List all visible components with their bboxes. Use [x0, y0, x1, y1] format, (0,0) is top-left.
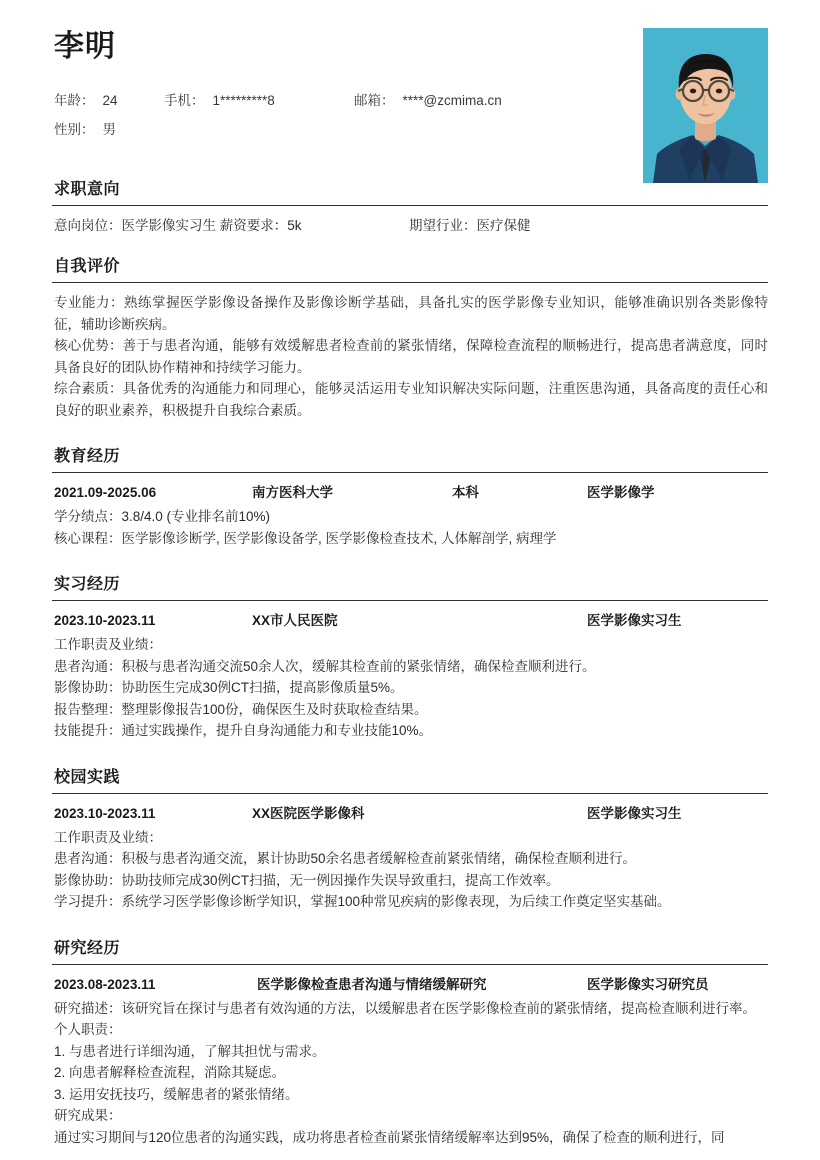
candidate-name: 李明	[54, 30, 116, 63]
section-divider	[52, 472, 768, 473]
portrait-illustration	[643, 28, 768, 183]
research-results-lead: 研究成果：	[54, 1108, 122, 1123]
section-title-job-intent: 求职意向	[54, 181, 121, 198]
self-evaluation-paragraph: 核心优势：善于与患者沟通，能够有效缓解患者检查前的紧张情绪，保障检查流程的顺畅进行，提高患者满意度，同时具备良好的团队协作精神和持续学习能力。	[54, 338, 768, 375]
section-internship	[52, 571, 768, 742]
internship-bullet: 技能提升：通过实践操作，提升自身沟通能力和专业技能10%。	[54, 723, 433, 738]
internship-bullet: 报告整理：整理影像报告100份，确保医生及时获取检查结果。	[54, 701, 428, 717]
education-major: 医学影像学	[587, 485, 655, 500]
contact-age-value: 24	[102, 93, 118, 108]
internship-bullet: 影像协助：协助医生完成30例CT扫描，提高影像质量5%。	[54, 680, 404, 695]
contact-phone	[164, 89, 354, 109]
section-title-research: 研究经历	[54, 939, 121, 957]
contact-email-label: 邮箱：	[354, 93, 395, 108]
section-divider	[52, 282, 768, 283]
research-role: 医学影像实习研究员	[587, 976, 709, 992]
contact-gender-label: 性别：	[54, 122, 95, 137]
resume-header	[52, 0, 768, 172]
research-results: 通过实习期间与120位患者的沟通实践，成功将患者检查前紧张情绪缓解率达到95%，确保了检查的顺利进行，同	[54, 1129, 725, 1145]
contact-gender	[54, 118, 164, 138]
internship-date: 2023.10-2023.11	[54, 613, 156, 628]
job-intent-industry: 期望行业：医疗保健	[409, 218, 531, 233]
research-duty: 3. 运用安抚技巧，缓解患者的紧张情绪。	[54, 1086, 299, 1102]
section-research	[52, 935, 768, 1149]
section-self-evaluation	[52, 253, 768, 421]
campus-entry-header	[54, 803, 768, 825]
internship-organization: XX市人民医院	[252, 613, 338, 628]
campus-bullet: 患者沟通：积极与患者沟通交流，累计协助50余名患者缓解检查前紧张情绪，确保检查顺利进行。	[54, 851, 637, 866]
research-description: 研究描述：该研究旨在探讨与患者有效沟通的方法，以缓解患者在医学影像检查前的紧张情绪，提高检查顺利进行率。	[54, 1000, 756, 1016]
section-title-self-evaluation: 自我评价	[54, 258, 121, 275]
campus-bullet: 影像协助：协助技师完成30例CT扫描，无一例因操作失误导致重扫，提高工作效率。	[54, 872, 560, 888]
section-job-intent	[52, 176, 768, 236]
job-intent-row	[54, 215, 768, 236]
education-school: 南方医科大学	[252, 485, 333, 500]
section-divider	[52, 205, 768, 206]
section-title-internship: 实习经历	[54, 576, 121, 593]
campus-date: 2023.10-2023.11	[54, 805, 156, 821]
section-title-education: 教育经历	[54, 448, 121, 465]
campus-lead: 工作职责及业绩：	[54, 829, 162, 845]
self-evaluation-paragraph: 综合素质：具备优秀的沟通能力和同理心，能够灵活运用专业知识解决实际问题，注重医患沟通，具备高度的责任心和良好的职业素养，积极提升自我综合素质。	[54, 381, 768, 418]
research-duty: 1. 与患者进行详细沟通，了解其担忧与需求。	[54, 1043, 326, 1059]
contact-phone-label: 手机：	[164, 93, 205, 108]
education-courses: 核心课程：医学影像诊断学, 医学影像设备学, 医学影像检查技术, 人体解剖学, 病理学	[54, 530, 557, 546]
contact-email	[354, 89, 614, 109]
section-divider	[52, 964, 768, 965]
research-duties-lead: 个人职责：	[54, 1022, 122, 1037]
contact-gender-value: 男	[102, 122, 116, 137]
education-entry-header	[54, 482, 768, 504]
internship-bullet: 患者沟通：积极与患者沟通交流50余人次，缓解其检查前的紧张情绪，确保检查顺利进行。	[54, 658, 596, 674]
candidate-photo	[643, 28, 768, 183]
section-divider	[52, 600, 768, 601]
campus-bullet: 学习提升：系统学习医学影像诊断学知识，掌握100种常见疾病的影像表现，为后续工作奠定坚实基础。	[54, 894, 671, 909]
internship-lead: 工作职责及业绩：	[54, 637, 162, 652]
job-intent-position-salary: 意向岗位：医学影像实习生 薪资要求：5k	[54, 218, 302, 233]
internship-entry-header	[54, 610, 768, 632]
contact-age	[54, 89, 164, 109]
contact-age-label: 年龄：	[54, 93, 95, 108]
contact-phone-value: 1*********8	[212, 93, 275, 108]
section-divider	[52, 793, 768, 794]
contact-email-value: ****@zcmima.cn	[402, 93, 502, 108]
section-campus-practice	[52, 764, 768, 913]
education-degree: 本科	[452, 485, 479, 500]
campus-role: 医学影像实习生	[587, 805, 682, 821]
research-title: 医学影像检查患者沟通与情绪缓解研究	[257, 976, 487, 992]
section-education	[52, 443, 768, 549]
research-duty: 2. 向患者解释检查流程，消除其疑虑。	[54, 1065, 286, 1080]
education-date: 2021.09-2025.06	[54, 485, 157, 500]
section-title-campus-practice: 校园实践	[54, 768, 121, 786]
research-date: 2023.08-2023.11	[54, 976, 156, 992]
self-evaluation-paragraph: 专业能力：熟练掌握医学影像设备操作及影像诊断学基础，具备扎实的医学影像专业知识，能够准确识别各类影像特征，辅助诊断疾病。	[54, 295, 768, 332]
internship-role: 医学影像实习生	[587, 613, 682, 628]
research-entry-header	[54, 974, 768, 996]
campus-organization: XX医院医学影像科	[252, 805, 365, 821]
education-gpa: 学分绩点：3.8/4.0 (专业排名前10%)	[54, 509, 271, 524]
